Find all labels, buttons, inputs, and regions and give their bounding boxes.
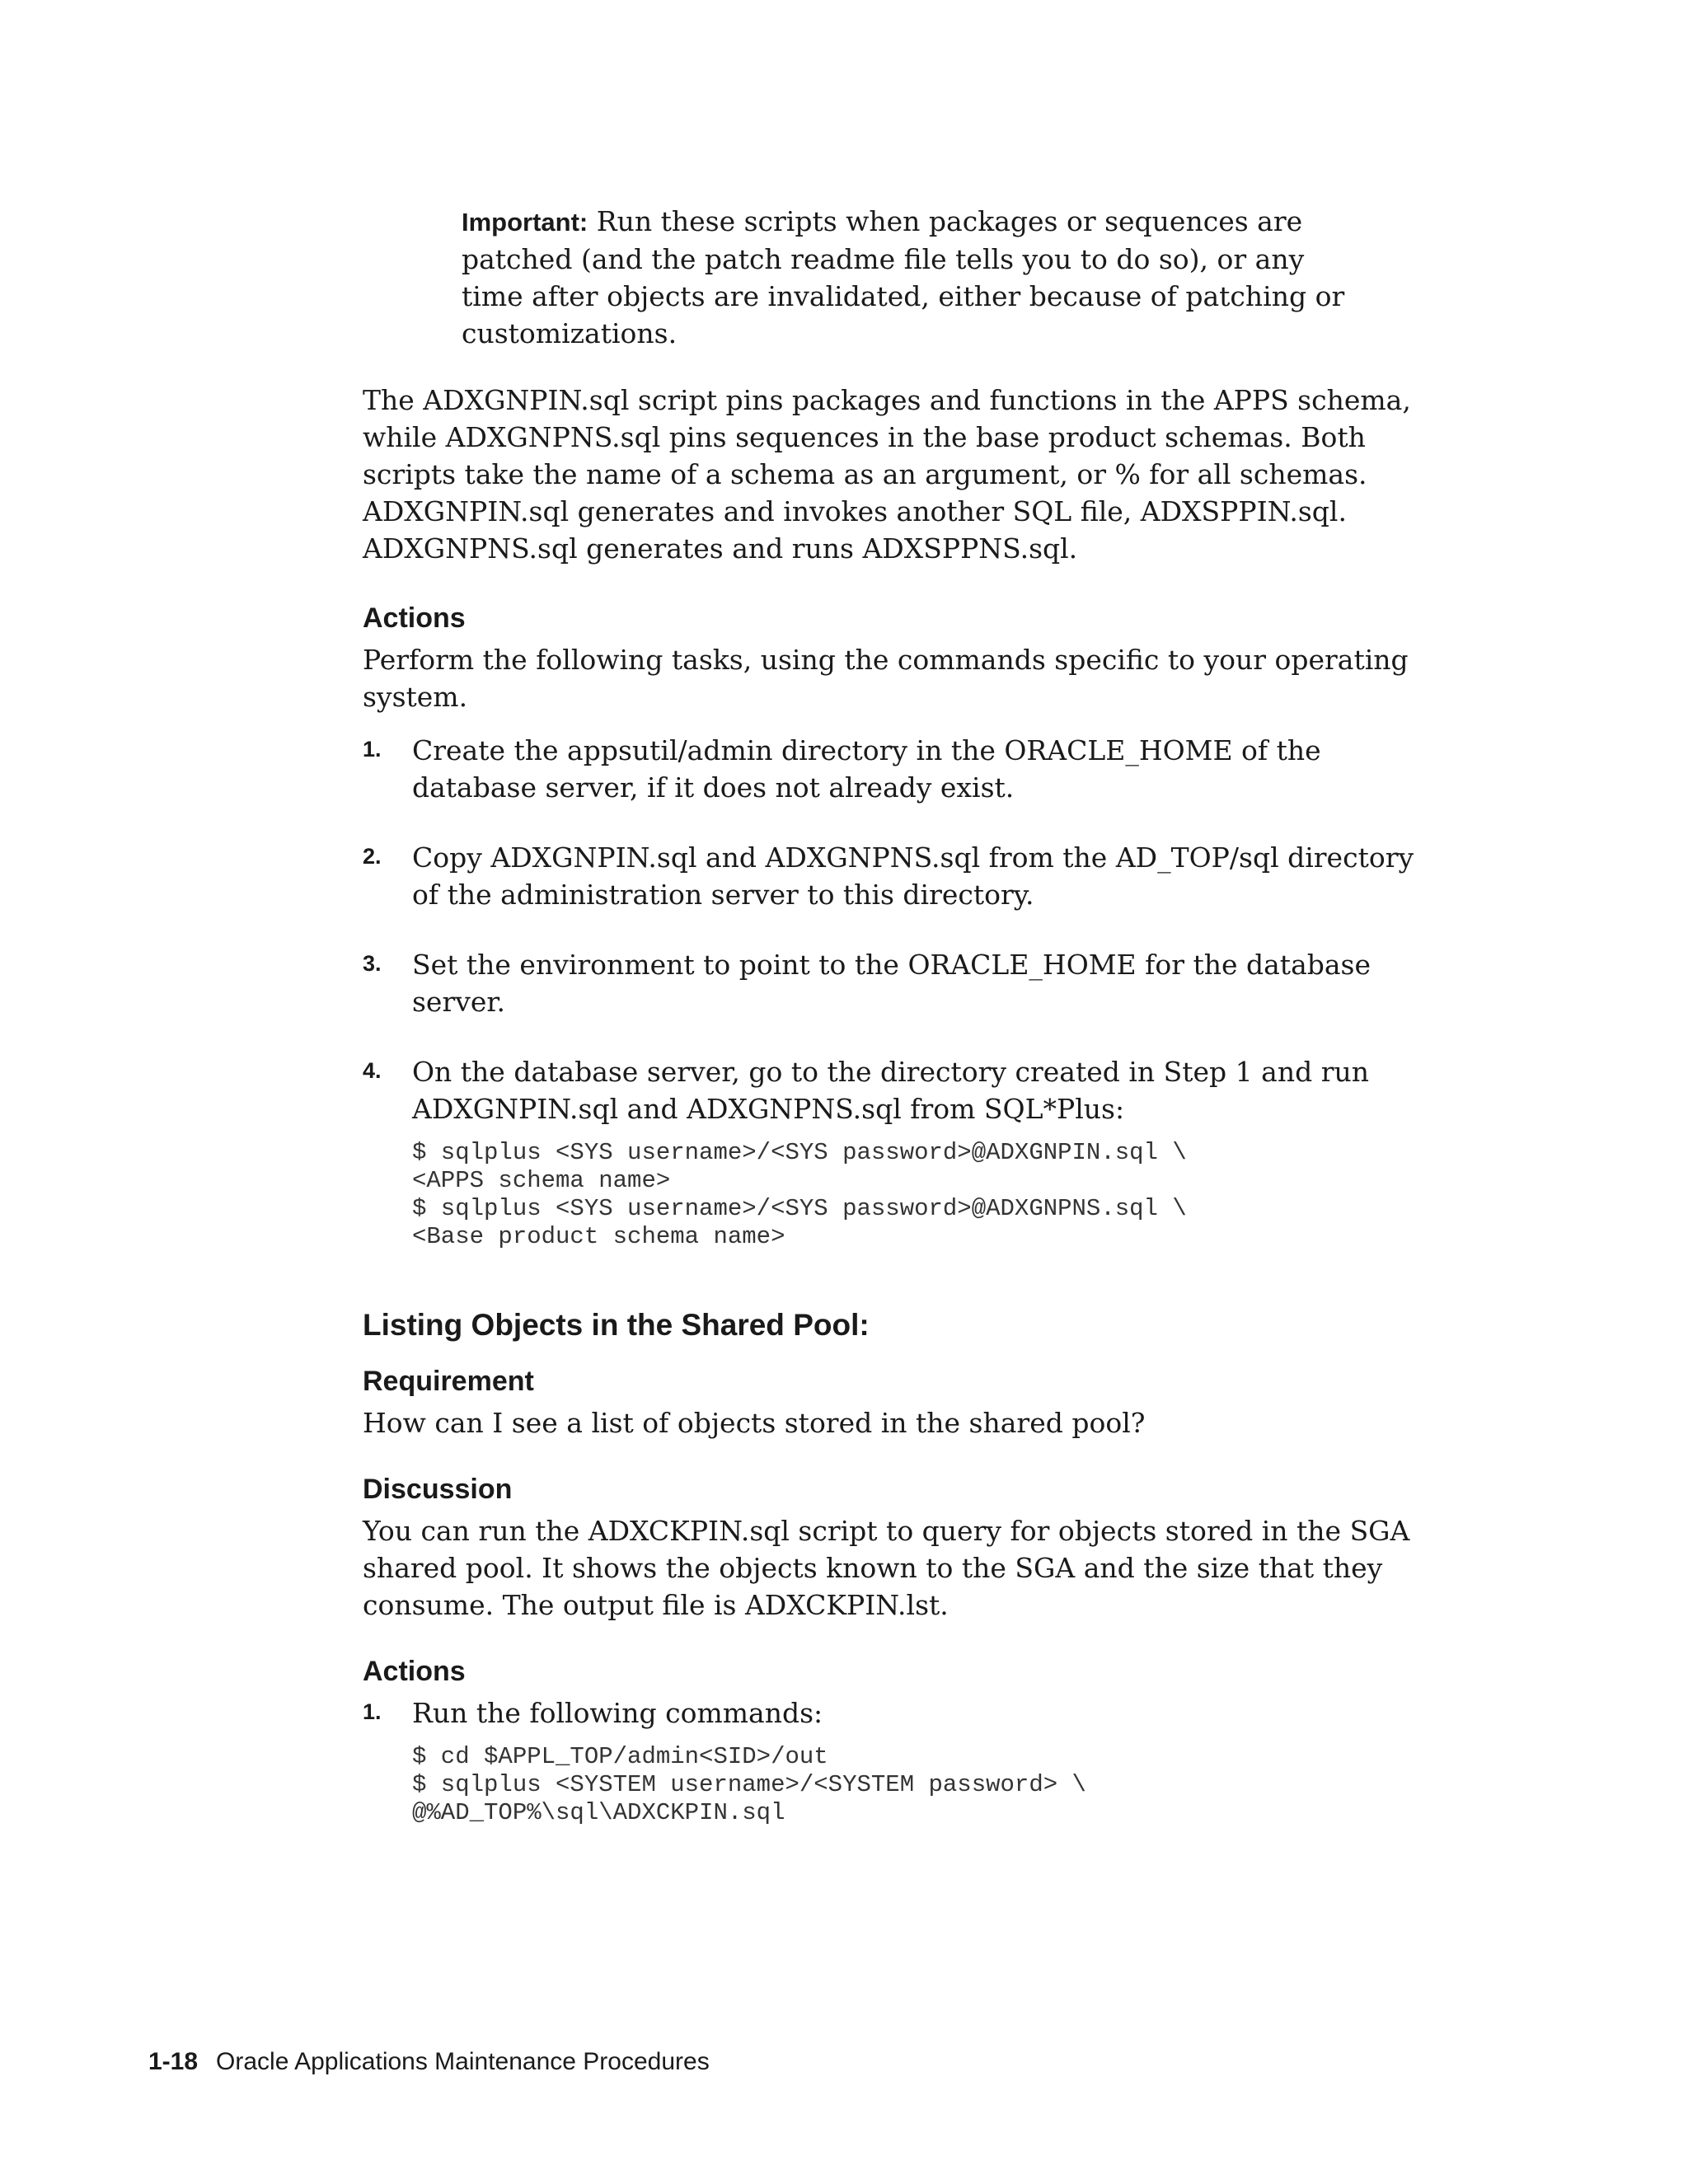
step-number: 2. [363, 844, 382, 869]
step-text: On the database server, go to the directory created in Step 1 and run ADXGNPIN.sql and ADXGNPNS.sql from SQL*Plus: [412, 1056, 1369, 1125]
step-item [363, 946, 1434, 1020]
code-block: $ cd $APPL_TOP/admin<SID>/out $ sqlplus <SYSTEM username>/<SYSTEM password> \ @%AD_TOP%\sql\ADXCKPIN.sql [412, 1743, 1086, 1826]
step-text: Set the environment to point to the ORACLE_HOME for the database server. [412, 949, 1372, 1018]
section-title: Listing Objects in the Shared Pool: [363, 1308, 870, 1342]
step-number: 1. [363, 737, 382, 762]
step-number: 3. [363, 951, 382, 976]
important-label: Important: [462, 208, 588, 237]
important-note [462, 203, 1368, 352]
main-content [363, 382, 1434, 1827]
step-item [363, 1053, 1434, 1127]
actions-intro: Perform the following tasks, using the commands specific to your operating system. [363, 644, 1409, 713]
step-text: Run the following commands: [412, 1697, 823, 1729]
step-item [363, 732, 1434, 806]
step-number: 1. [363, 1699, 382, 1724]
requirement-heading: Requirement [363, 1366, 534, 1397]
step-number: 4. [363, 1058, 382, 1083]
actions-heading: Actions [363, 1656, 466, 1687]
book-title: Oracle Applications Maintenance Procedures [216, 2048, 710, 2075]
code-block: $ sqlplus <SYS username>/<SYS password>@ADXGNPIN.sql \ <APPS schema name> $ sqlplus <SYS username>/<SYS password>@ADXGNPNS.sql \ <Base product schema name> [412, 1139, 1187, 1250]
requirement-text: How can I see a list of objects stored in the shared pool? [363, 1407, 1146, 1439]
step-text: Create the appsutil/admin directory in the ORACLE_HOME of the database server, if it does not already exist. [412, 734, 1321, 804]
important-text: Run these scripts when packages or sequences are patched (and the patch readme file tells you to do so), or any time after objects are invalidated, either because of patching or customizations. [462, 205, 1345, 349]
step-text: Copy ADXGNPIN.sql and ADXGNPNS.sql from the AD_TOP/sql directory of the administration server to this directory. [412, 841, 1414, 911]
step-item [363, 839, 1434, 913]
intro-paragraph: The ADXGNPIN.sql script pins packages and functions in the APPS schema, while ADXGNPNS.sql pins sequences in the base product schemas. Both scripts take the name of a schema as an argument, or % for all schemas. ADXGNPIN.sql generates and invokes another SQL file, ADXSPPIN.sql. ADXGNPNS.sql generates and runs ADXSPPNS.sql. [363, 384, 1411, 565]
discussion-heading: Discussion [363, 1474, 513, 1505]
actions-heading: Actions [363, 602, 466, 634]
step-item [363, 1694, 1434, 1732]
discussion-text: You can run the ADXCKPIN.sql script to query for objects stored in the SGA shared pool. It shows the objects known to the SGA and the size that they consume. The output file is ADXCKPIN.lst. [363, 1515, 1410, 1621]
page-number: 1-18 [148, 2048, 199, 2075]
page-footer [148, 2046, 710, 2079]
